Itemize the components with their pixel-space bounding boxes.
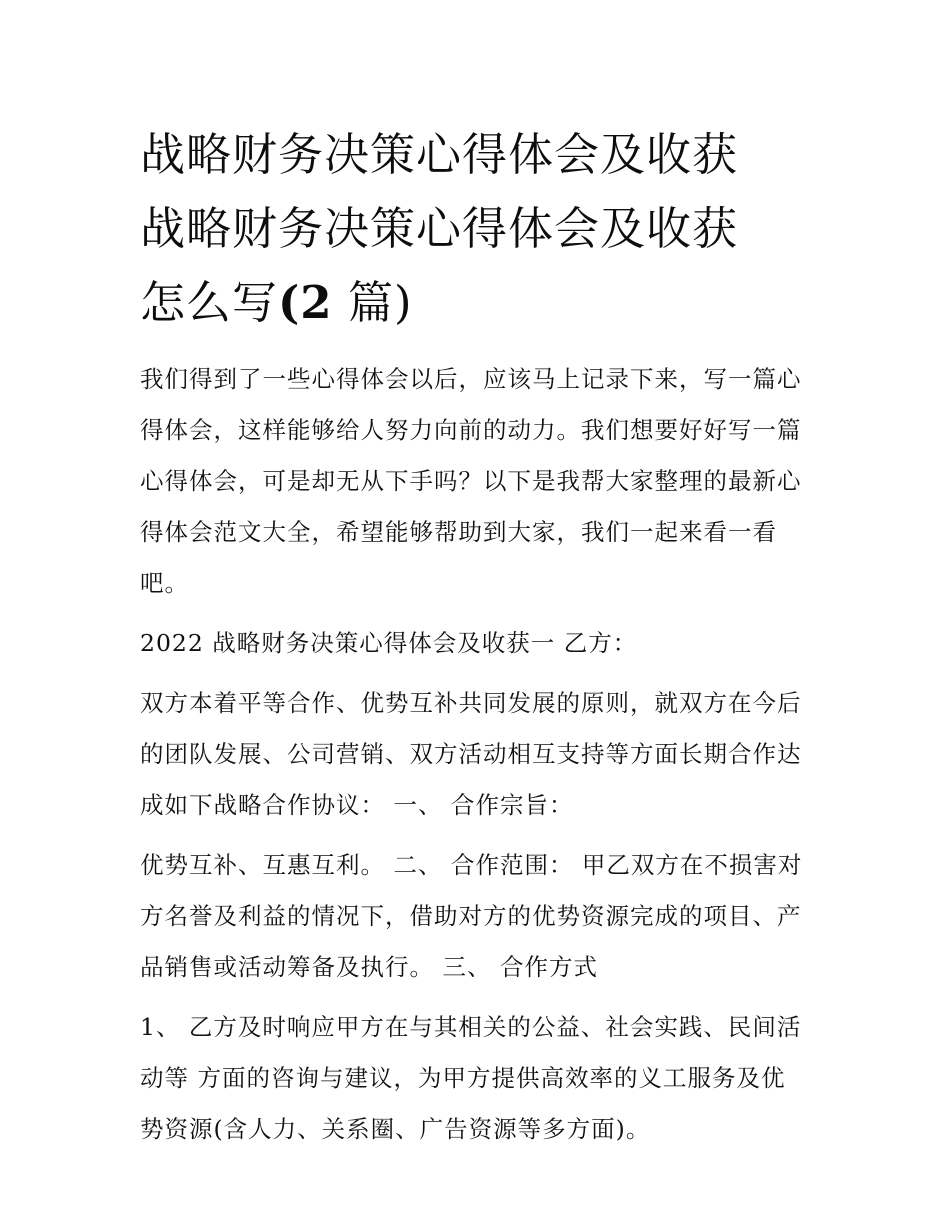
- text-line: 动等 方面的咨询与建议，为甲方提供高效率的义工服务及优: [140, 1064, 786, 1092]
- text-line: 2022 战略财务决策心得体会及收获一 乙方：: [140, 629, 638, 657]
- text-line: 吧。: [140, 569, 189, 597]
- text-line: 势资源(含人力、关系圈、广告资源等多方面)。: [140, 1115, 651, 1143]
- title-text: 怎么写: [140, 276, 279, 329]
- title-count: (2: [278, 276, 333, 329]
- title-line: 战略财务决策心得体会及收获: [140, 202, 739, 255]
- body-paragraph: [140, 678, 820, 831]
- document-body: [140, 354, 820, 1155]
- text-line: 我们得到了一些心得体会以后，应该马上记录下来，写一篇心: [140, 365, 802, 393]
- text-line: 优势互补、互惠互利。 二、 合作范围： 甲乙双方在不损害对: [140, 851, 803, 879]
- document-title: [140, 118, 820, 340]
- text-line: 双方本着平等合作、优势互补共同发展的原则，就双方在今后: [140, 689, 802, 717]
- title-suffix: 篇): [347, 276, 413, 329]
- text-line: 得体会，这样能够给人努力向前的动力。我们想要好好写一篇: [140, 416, 802, 444]
- text-line: 方名誉及利益的情况下，借助对方的优势资源完成的项目、产: [140, 902, 802, 930]
- body-paragraph: [140, 840, 820, 993]
- section-heading: [140, 618, 820, 669]
- title-line: [140, 266, 820, 340]
- document-content: [140, 118, 820, 1164]
- text-line: 1、 乙方及时响应甲方在与其相关的公益、社会实践、民间活: [140, 1013, 802, 1041]
- text-line: 的团队发展、公司营销、双方活动相互支持等方面长期合作达: [140, 740, 802, 768]
- text-line: 心得体会，可是却无从下手吗？以下是我帮大家整理的最新心: [140, 467, 802, 495]
- body-paragraph: [140, 1002, 820, 1155]
- title-line: 战略财务决策心得体会及收获: [140, 128, 739, 181]
- text-line: 品销售或活动筹备及执行。 三、 合作方式: [140, 953, 598, 981]
- text-line: 成如下战略合作协议： 一、 合作宗旨：: [140, 791, 574, 819]
- intro-paragraph: [140, 354, 820, 609]
- text-line: 得体会范文大全，希望能够帮助到大家，我们一起来看一看: [140, 518, 777, 546]
